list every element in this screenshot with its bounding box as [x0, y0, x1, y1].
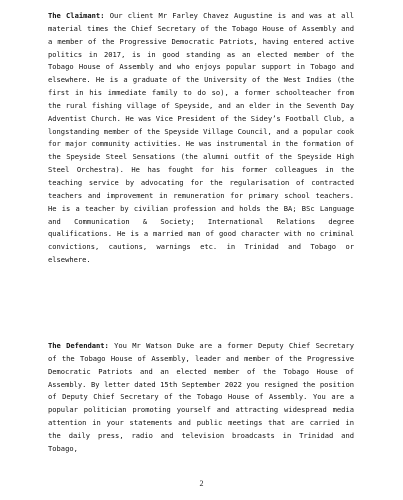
defendant-text: You Mr Watson Duke are a former Deputy Chief Secretary of the Tobago House of Assembly, leader and member of the Progressive Democratic Patriots and an elected member of the Tobago House of Assembly. By letter dated 15th September 2022 you resigned the position of Deputy Chief Secretary of the Tobago House of Assembly. You are a popular politician promoting yourself and attracting widespread media attention in your statements and public meetings that are carried in the daily press, radio and television broadcasts in Trinidad and Tobago, — [48, 341, 355, 453]
page-number: 2 — [199, 479, 204, 488]
claimant-text: Our client Mr Farley Chavez Augustine is and was at all material times the Chief Secretary of the Tobago House of Assembly and a member of the Progressive Democratic Patriots, having entered active politics in 2017, is in good standing as an elected member of the Tobago House of Assembly and who enjoys popular support in Tobago and elsewhere. He is a graduate of the University of the West Indies (the first in his immediate family to do so), a former schoolteacher from the rural fishing village of Speyside, and an elder in the Seventh Day Adventist Church. He was Vice President of the Sidey’s Football Club, a longstanding member of the Speyside Village Council, and a popular cook for major community activities. He was instrumental in the formation of the Speyside Steel Sensations (the alumni outfit of the Speyside High Steel Orchestra). He has fought for his former colleagues in the teaching service by advocating for the regularisation of contracted teachers and improvement in remuneration for primary school teachers. He is a teacher by civilian profession and holds the BA; BSc Language and Communication & Society; International Relations degree qualifications. He is a married man of good character with no criminal convictions, cautions, warnings etc. in Trinidad and Tobago or elsewhere. — [48, 11, 354, 265]
claimant-label: The Claimant: — [48, 11, 105, 20]
defendant-label: The Defendant: — [48, 341, 109, 350]
claimant-paragraph — [48, 10, 354, 267]
defendant-paragraph — [48, 340, 354, 456]
